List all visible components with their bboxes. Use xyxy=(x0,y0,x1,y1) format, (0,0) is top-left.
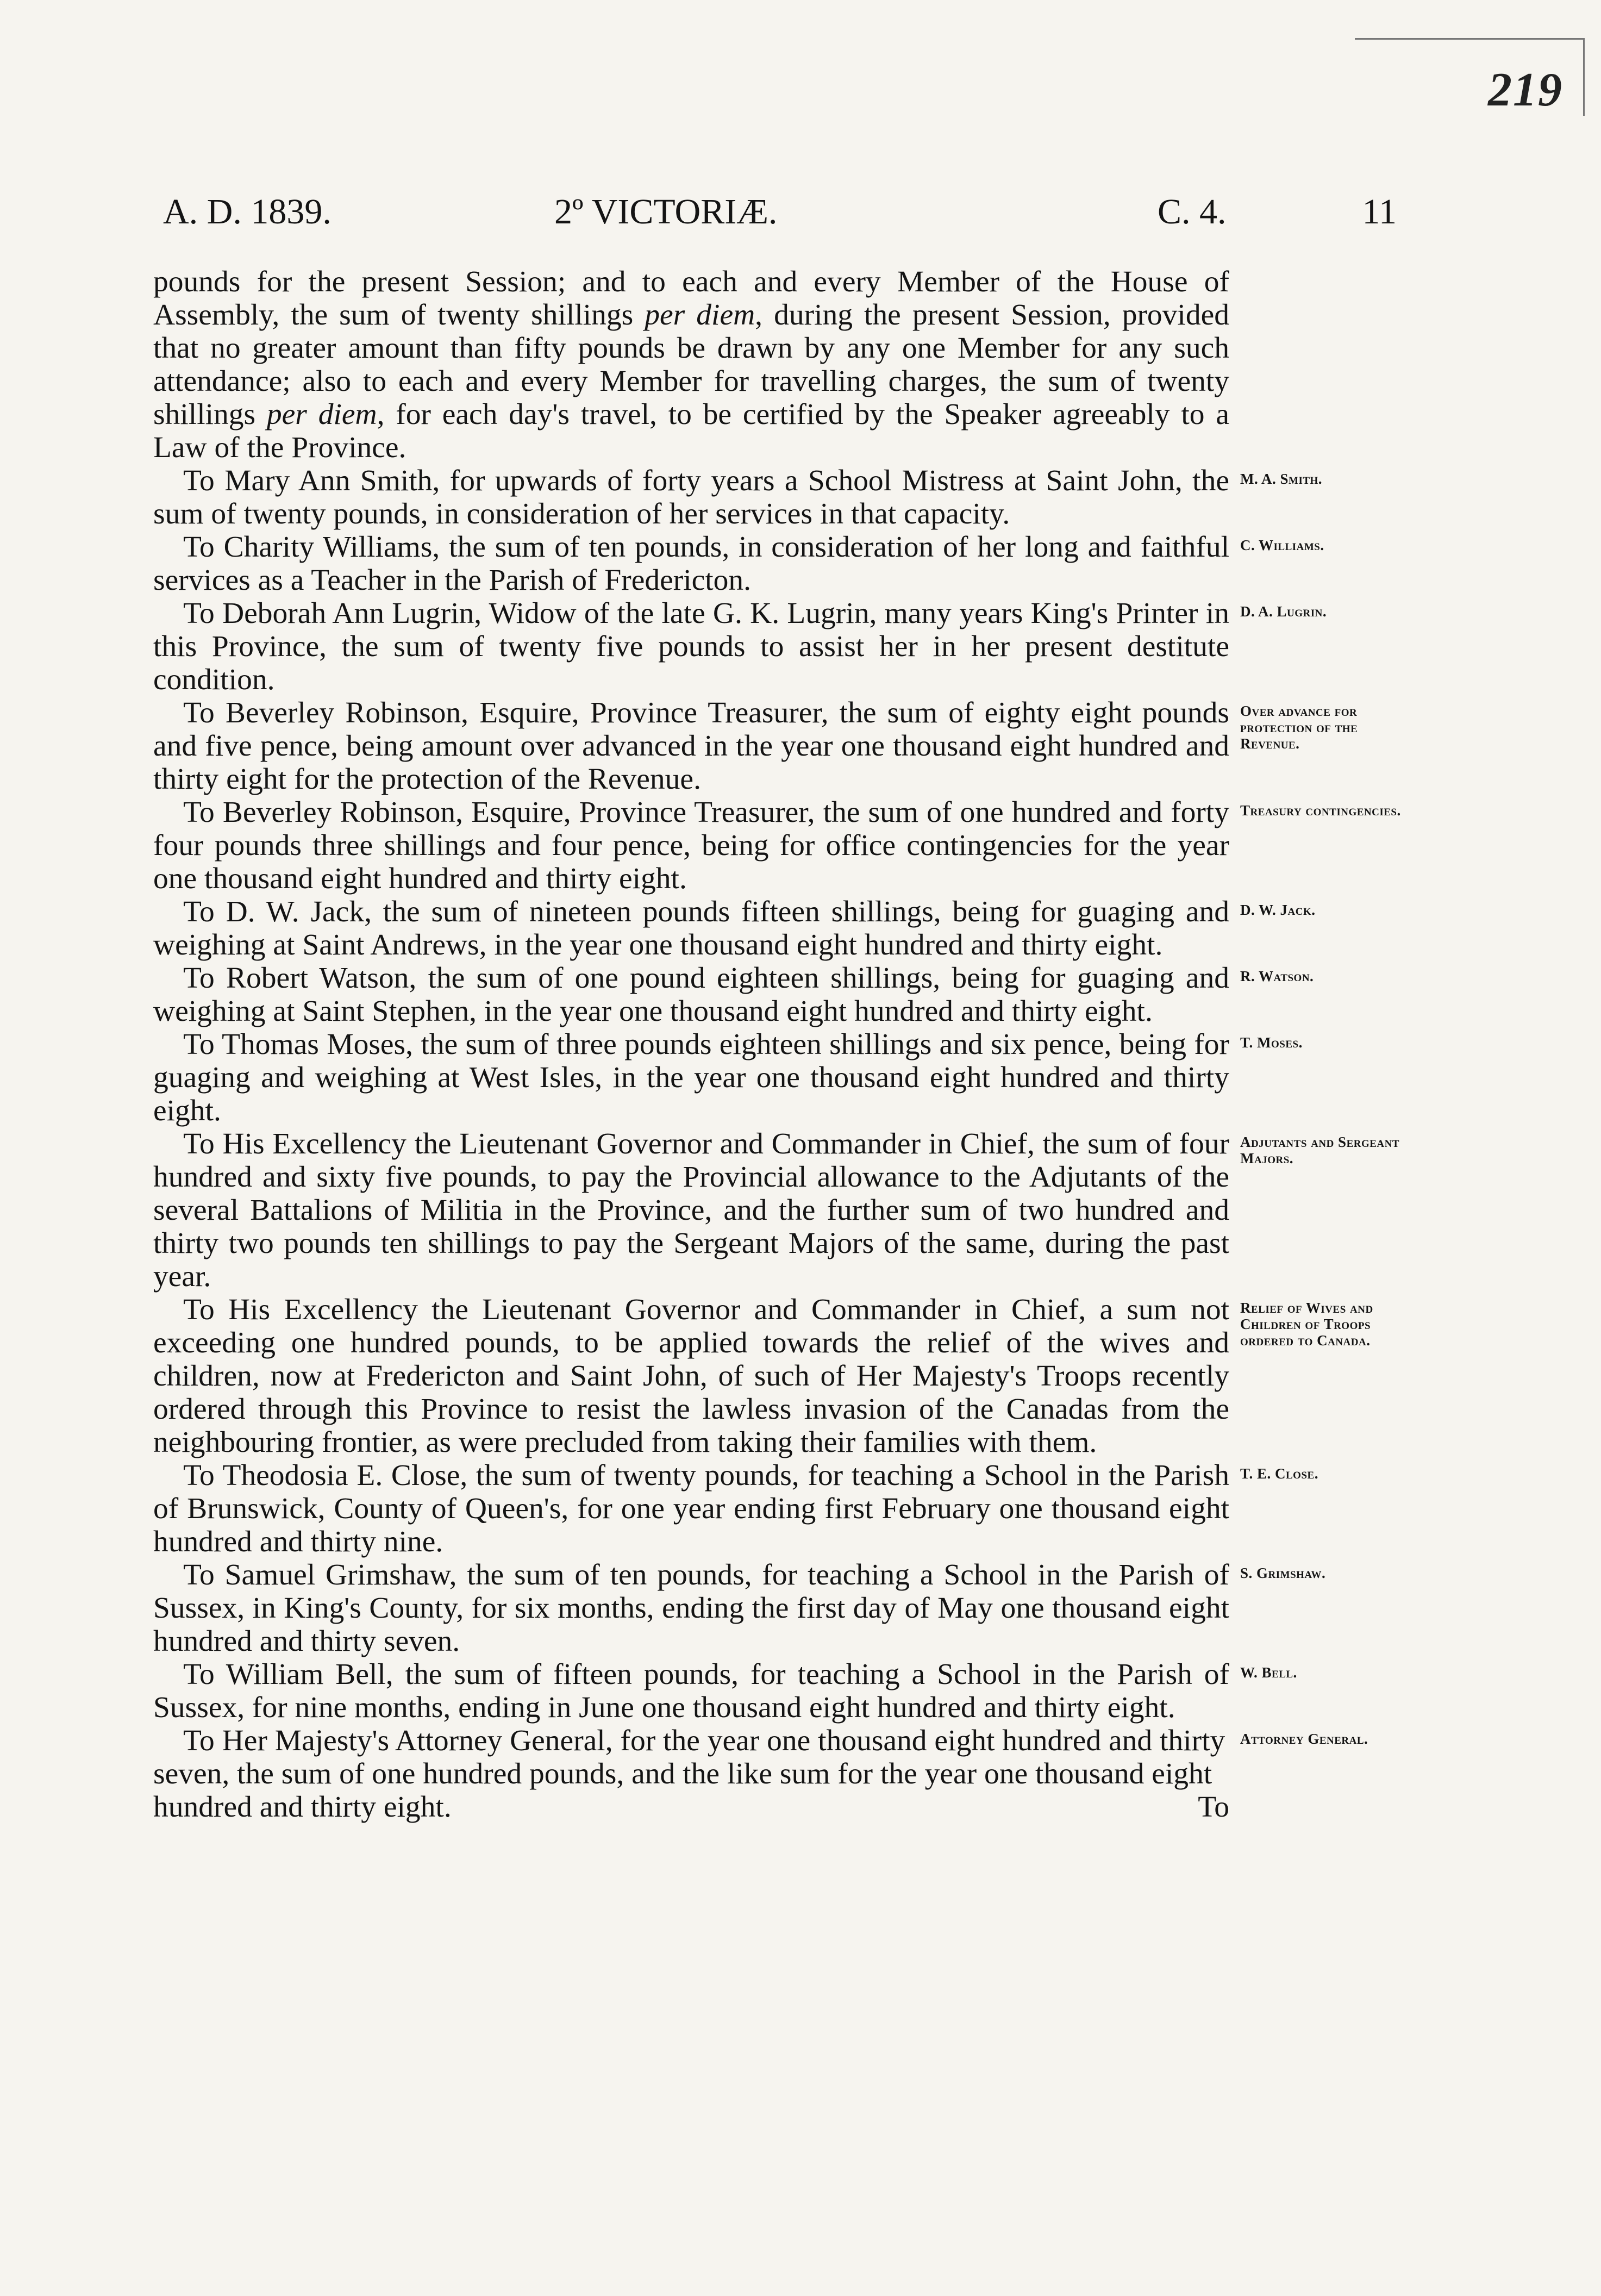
paragraph xyxy=(153,696,1358,796)
running-header xyxy=(163,191,1397,240)
italic-run: per diem xyxy=(266,398,377,431)
header-page-number: 11 xyxy=(1362,192,1397,232)
paragraph xyxy=(153,1658,1297,1724)
text-run: To Mary Ann Smith, for upwards of forty years a School Mistress at Saint John, the sum of twenty pounds, in consideration of her services in that capacity. xyxy=(153,464,1229,531)
marginal-note: W. Bell. xyxy=(1240,1664,1297,1681)
paragraph xyxy=(153,1293,1373,1459)
text-run: , for each day's travel, to be certified by the Speaker agreeably to a Law of the Province. xyxy=(153,398,1229,464)
text-run: , during the present Session, provided that no greater amount than fifty pounds be drawn by any one Member for any such attendance; also to each and every Member for travelling charges, the sum of twenty shillings xyxy=(153,298,1229,431)
paragraph xyxy=(153,1028,1303,1127)
paragraph xyxy=(153,531,1324,597)
marginal-note: Attorney General. xyxy=(1240,1731,1368,1747)
paragraph xyxy=(153,895,1316,962)
marginal-note: Adjutants and Sergeant Majors. xyxy=(1240,1134,1400,1166)
text-run: To Beverley Robinson, Esquire, Province Treasurer, the sum of one hundred and forty four pounds three shillings and four pence, being for office contingencies for the year one thousand eight hundred and thirty eight. xyxy=(153,796,1229,895)
header-chapter: C. 4. xyxy=(1158,192,1227,232)
marginal-note: T. E. Close. xyxy=(1240,1465,1318,1482)
marginal-note: T. Moses. xyxy=(1240,1034,1303,1051)
text-run: To Charity Williams, the sum of ten pounds, in consideration of her long and faithful services as a Teacher in the Parish of Fredericton. xyxy=(153,531,1229,597)
marginal-note: S. Grimshaw. xyxy=(1240,1565,1326,1581)
italic-run: per diem xyxy=(645,298,755,332)
paragraph xyxy=(153,464,1323,531)
text-run: pounds for the present Session; and to each and every Member of the House of Assembly, the sum of twenty shillings xyxy=(153,265,1229,332)
marginal-note: Relief of Wives and Children of Troops ordered to Canada. xyxy=(1240,1300,1373,1349)
marginal-note: Over advance for protection of the Revenue. xyxy=(1240,703,1358,752)
paragraph xyxy=(153,1459,1318,1558)
paragraph xyxy=(153,1558,1326,1658)
text-run: To Beverley Robinson, Esquire, Province Treasurer, the sum of eighty eight pounds and five pence, being amount over advanced in the year one thousand eight hundred and thirty eight for the protection of the Revenue. xyxy=(153,696,1229,796)
text-run: To Theodosia E. Close, the sum of twenty pounds, for teaching a School in the Parish of Brunswick, County of Queen's, for one year ending first February one thousand eight hundred and thirty nine. xyxy=(153,1459,1229,1558)
header-title: 2º VICTORIÆ. xyxy=(554,192,778,232)
paragraph xyxy=(153,796,1401,895)
marginal-note: D. A. Lugrin. xyxy=(1240,603,1327,620)
paragraph xyxy=(153,265,1229,464)
marginal-note: M. A. Smith. xyxy=(1240,471,1323,487)
text-run: To Samuel Grimshaw, the sum of ten pounds, for teaching a School in the Parish of Sussex, in King's County, for six months, ending the first day of May one thousand eight hundred and thirty seven. xyxy=(153,1558,1229,1658)
text-run: To His Excellency the Lieutenant Governor and Commander in Chief, a sum not exceeding one hundred pounds, to be applied towards the relief of the wives and children, now at Fredericton and Saint John, of such of Her Majesty's Troops recently ordered through this Province to resist the lawless invasion of the Canadas from the neighbouring frontier, as were precluded from taking their families with them. xyxy=(153,1293,1229,1459)
text-run: To Her Majesty's Attorney General, for the year one thousand eight hundred and thirty seven, the sum of one hundred pounds, and the like sum for the year one thousand eight hundred and thirty eight. xyxy=(153,1724,1225,1824)
paragraph xyxy=(153,597,1327,696)
paragraph xyxy=(153,962,1314,1028)
text-run: To Thomas Moses, the sum of three pounds eighteen shillings and six pence, being for guaging and weighing at West Isles, in the year one thousand eight hundred and thirty eight. xyxy=(153,1028,1229,1127)
text-run: To Deborah Ann Lugrin, Widow of the late G. K. Lugrin, many years King's Printer in this Province, the sum of twenty five pounds to assist her in her present destitute condition. xyxy=(153,597,1229,696)
marginal-note: R. Watson. xyxy=(1240,968,1314,984)
page-folio-mark: 219 xyxy=(1488,64,1563,116)
text-run: To His Excellency the Lieutenant Governor and Commander in Chief, the sum of four hundred and sixty five pounds, to pay the Provincial allowance to the Adjutants of the several Battalions of Militia in the Province, and the further sum of two hundred and thirty two pounds ten shillings to pay the Sergeant Majors of the same, during the past year. xyxy=(153,1127,1229,1293)
paragraph xyxy=(153,1724,1368,1824)
text-run: To William Bell, the sum of fifteen pounds, for teaching a School in the Parish of Sussex, for nine months, ending in June one thousand eight hundred and thirty eight. xyxy=(153,1658,1229,1724)
marginal-note: Treasury contingencies. xyxy=(1240,802,1401,819)
text-run: To Robert Watson, the sum of one pound eighteen shillings, being for guaging and weighing at Saint Stephen, in the year one thousand eight hundred and thirty eight. xyxy=(153,962,1229,1028)
marginal-note: D. W. Jack. xyxy=(1240,902,1316,918)
text-run: To D. W. Jack, the sum of nineteen pounds fifteen shillings, being for guaging and weighing at Saint Andrews, in the year one thousand eight hundred and thirty eight. xyxy=(153,895,1229,962)
statute-body xyxy=(153,265,1401,1824)
header-date: A. D. 1839. xyxy=(163,192,332,232)
marginal-note: C. Williams. xyxy=(1240,537,1324,553)
paragraph xyxy=(153,1127,1400,1293)
catchword: To xyxy=(1198,1790,1229,1824)
